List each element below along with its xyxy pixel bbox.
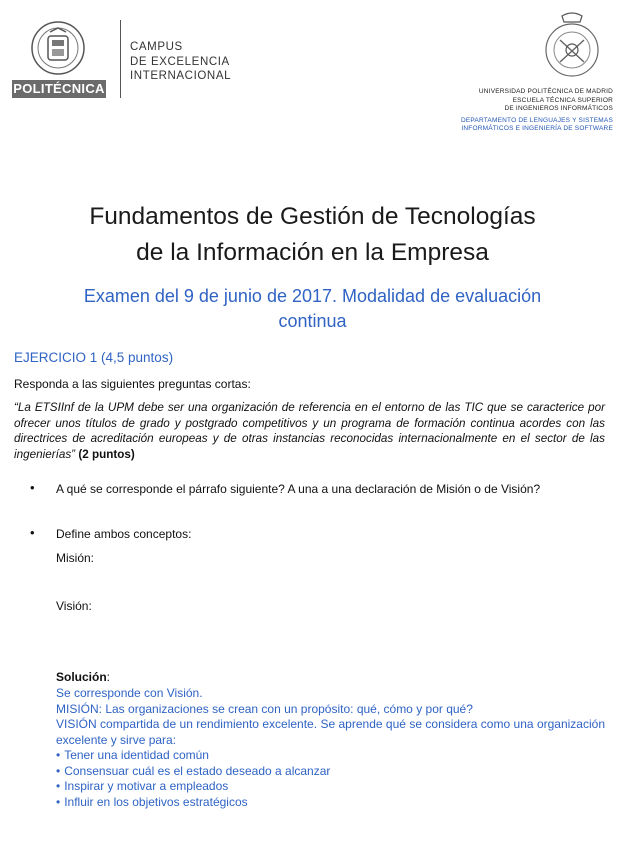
exercise-prompt: Responda a las siguientes preguntas cortas:: [14, 377, 251, 391]
solution-line: Se corresponde con Visión.: [56, 686, 203, 700]
list-item: • Influir en los objetivos estratégicos: [56, 795, 605, 811]
question-2: Define ambos conceptos:: [56, 527, 192, 541]
mision-label: Misión:: [56, 551, 95, 565]
list-item: • Inspirar y motivar a empleados: [56, 779, 605, 795]
title-line: de la Información en la Empresa: [136, 239, 489, 266]
institution-line: UNIVERSIDAD POLITÉCNICA DE MADRID: [478, 88, 613, 95]
header-divider: [120, 20, 121, 98]
institution-block: [455, 88, 613, 134]
campus-line: CAMPUS: [130, 41, 183, 53]
campus-line: INTERNACIONAL: [130, 70, 232, 82]
upm-crest-icon: [30, 20, 86, 76]
title-line: Fundamentos de Gestión de Tecnologías: [89, 203, 536, 230]
subtitle-line: continua: [278, 311, 347, 331]
document-title: [0, 199, 625, 271]
subtitle-line: Examen del 9 de junio de 2017. Modalidad de evaluación: [83, 286, 542, 306]
solution-line: VISIÓN compartida de un rendimiento excelente. Se aprende qué se considera como una organización excelente y sirve para:: [56, 717, 605, 747]
solution-heading: [56, 670, 110, 684]
campus-line: DE EXCELENCIA: [130, 55, 230, 68]
question-1: A qué se corresponde el párrafo siguiente? A una a una declaración de Misión o de Visión?: [56, 482, 541, 496]
campus-excelencia-label: [130, 40, 231, 84]
quote-text: “La ETSIInf de la UPM debe ser una organización de referencia en el entorno de las TIC que se caracterice por ofrecer unos títulos de grado y postgrado competitivos y un programa de formación continua acordes con las directrices de acreditación europeas y de otras instancias reconocidas internacionalmente en el sector de las ingenierías”: [14, 401, 605, 461]
institution-line: ESCUELA TÉCNICA SUPERIOR: [512, 96, 613, 104]
list-item: • Tener una identidad común: [56, 748, 605, 764]
exercise-heading: EJERCICIO 1 (4,5 puntos): [14, 350, 174, 365]
exercise-quote: [14, 400, 605, 462]
solution-line: MISIÓN: Las organizaciones se crean con un propósito: qué, cómo y por qué?: [56, 701, 473, 716]
bullet-marker: •: [30, 480, 35, 495]
solution-heading-text: Solución: [56, 670, 107, 684]
etsiinf-crest-icon: [540, 10, 604, 84]
exam-subtitle: [20, 284, 605, 334]
list-item: • Consensuar cuál es el estado deseado a alcanzar: [56, 764, 605, 780]
quote-points: (2 puntos): [78, 447, 135, 461]
institution-line: DE INGENIEROS INFORMÁTICOS: [504, 105, 613, 113]
politecnica-logo: POLITÉCNICA: [13, 81, 105, 96]
solution-heading-colon: :: [106, 670, 111, 684]
department-line: INFORMÁTICOS E INGENIERÍA DE SOFTWARE: [461, 125, 613, 133]
department-line: DEPARTAMENTO DE LENGUAJES Y SISTEMAS: [460, 116, 613, 124]
solution-list: [56, 748, 605, 810]
solution-body: [56, 686, 605, 810]
vision-label: Visión:: [56, 599, 92, 613]
bullet-marker: •: [30, 525, 35, 540]
